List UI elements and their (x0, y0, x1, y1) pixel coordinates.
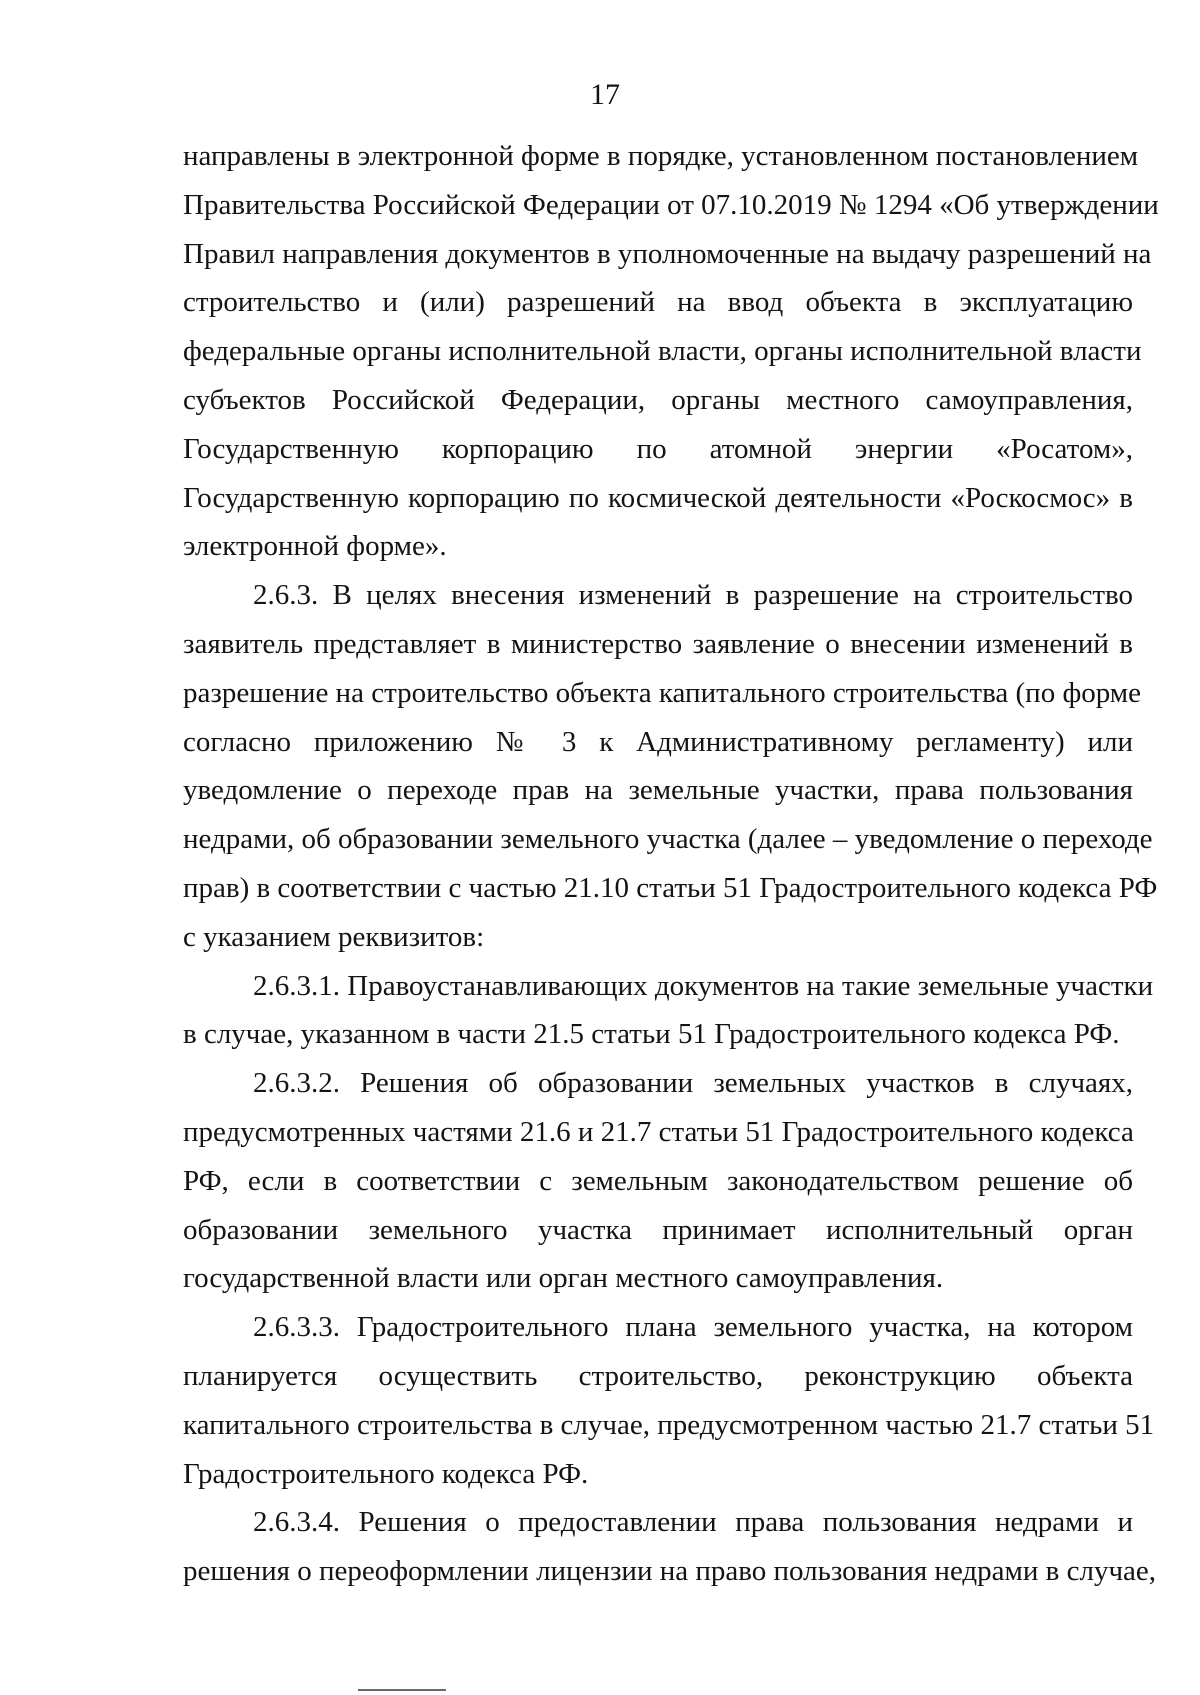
text-line: заявитель представляет в министерство заявление о внесении изменений в (183, 627, 1133, 660)
text-line: согласно приложению № 3 к Административному регламенту) или (183, 725, 1133, 758)
text-line: субъектов Российской Федерации, органы местного самоуправления, (183, 383, 1133, 416)
paragraph-first-line: 2.6.3.3. Градостроительного плана земельного участка, на котором (253, 1311, 1133, 1344)
text-line: РФ, если в соответствии с земельным законодательством решение об (183, 1164, 1133, 1197)
paragraph-first-line: 2.6.3.4. Решения о предоставлении права пользования недрами и (253, 1506, 1133, 1539)
paragraph-first-line: 2.6.3.2. Решения об образовании земельных участков в случаях, (253, 1067, 1133, 1100)
paragraph-first-line: 2.6.3.1. Правоустанавливающих документов на такие земельные участки (253, 969, 1154, 1002)
text-line: Правительства Российской Федерации от 07.10.2019 № 1294 «Об утверждении (183, 188, 1159, 221)
text-line: капитального строительства в случае, предусмотренном частью 21.7 статьи 51 (183, 1408, 1155, 1441)
text-line: прав) в соответствии с частью 21.10 статьи 51 Градостроительного кодекса РФ (183, 871, 1158, 904)
text-line: строительство и (или) разрешений на ввод объекта в эксплуатацию (183, 286, 1133, 319)
text-line: Государственную корпорацию по атомной энергии «Росатом», (183, 432, 1133, 465)
text-line: Градостроительного кодекса РФ. (183, 1457, 589, 1490)
text-line: в случае, указанном в части 21.5 статьи 51 Градостроительного кодекса РФ. (183, 1018, 1120, 1051)
text-line: решения о переоформлении лицензии на право пользования недрами в случае, (183, 1555, 1157, 1588)
text-line: федеральные органы исполнительной власти, органы исполнительной власти (183, 335, 1142, 368)
text-line: образовании земельного участка принимает исполнительный орган (183, 1213, 1133, 1246)
text-line: разрешение на строительство объекта капитального строительства (по форме (183, 676, 1142, 709)
body-text (183, 132, 1159, 1596)
text-line: электронной форме». (183, 530, 447, 563)
text-line: государственной власти или орган местного самоуправления. (183, 1262, 944, 1295)
text-line: Правил направления документов в уполномоченные на выдачу разрешений на (183, 237, 1152, 270)
paragraph-first-line: 2.6.3. В целях внесения изменений в разрешение на строительство (253, 579, 1133, 612)
text-line: Государственную корпорацию по космической деятельности «Роскосмос» в (183, 481, 1133, 514)
text-line: с указанием реквизитов: (183, 920, 485, 953)
text-line: планируется осуществить строительство, реконструкцию объекта (183, 1359, 1133, 1392)
page-number: 17 (590, 78, 620, 111)
text-line: уведомление о переходе прав на земельные участки, права пользования (183, 774, 1133, 807)
cut-off-footnote-rule (358, 1689, 446, 1691)
text-line: недрами, об образовании земельного участка (далее – уведомление о переходе (183, 823, 1153, 856)
text-line: направлены в электронной форме в порядке, установленном постановлением (183, 140, 1139, 172)
text-line: предусмотренных частями 21.6 и 21.7 статьи 51 Градостроительного кодекса (183, 1115, 1134, 1148)
